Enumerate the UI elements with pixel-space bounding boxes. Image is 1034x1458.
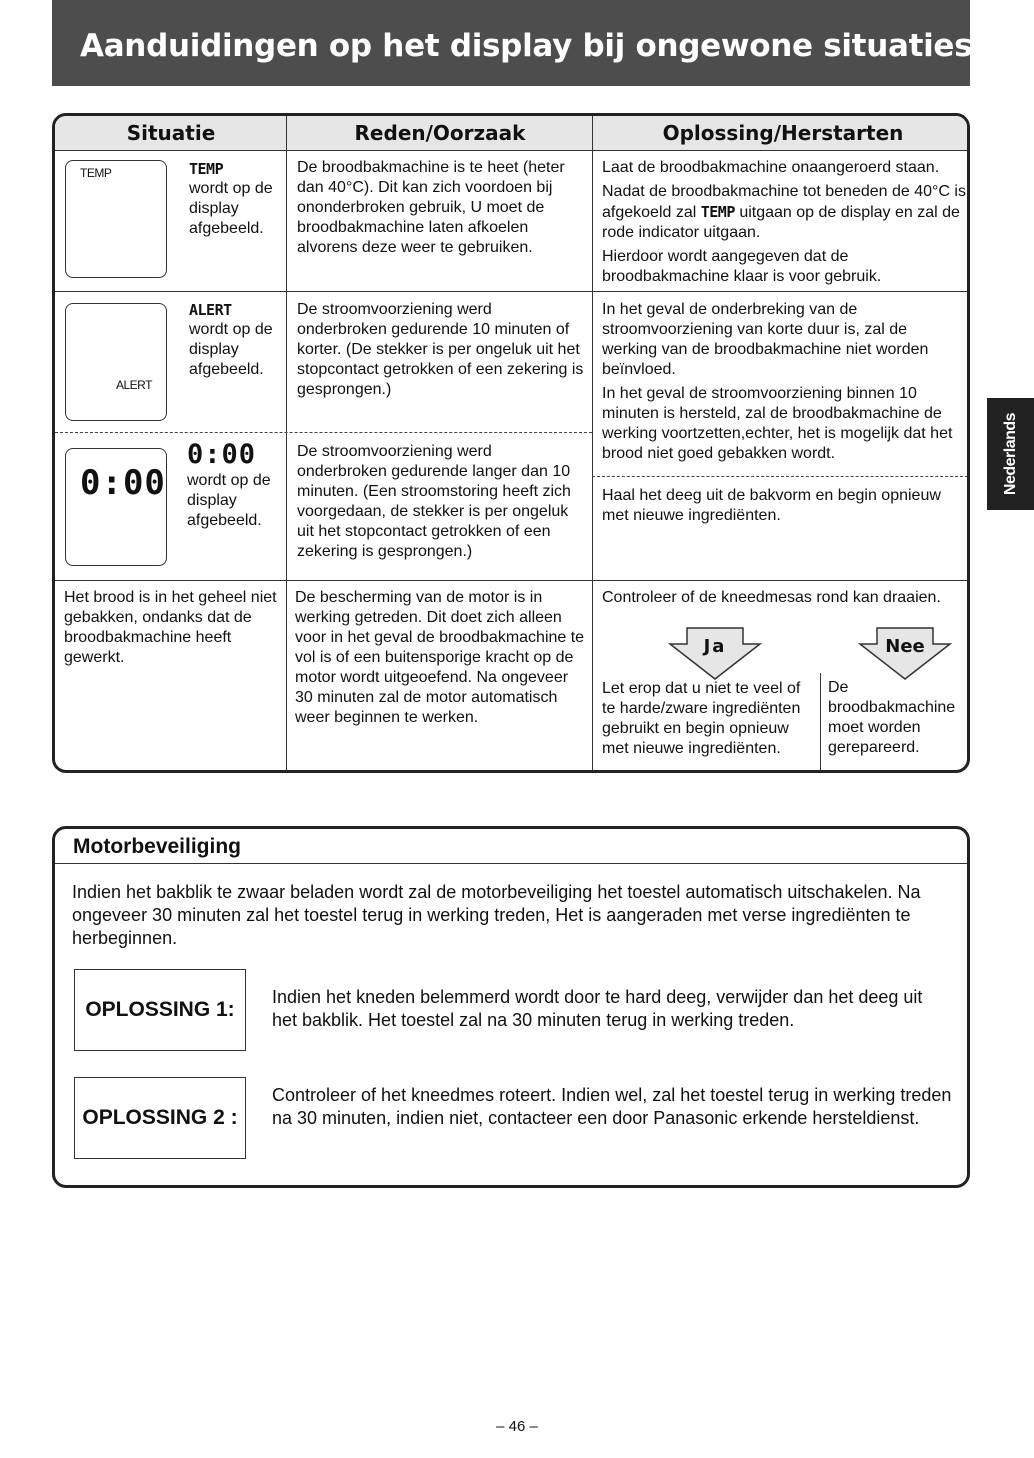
row2-situatie: [189, 300, 284, 380]
row4-question: Controleer of de kneedmesas rond kan draaien.: [602, 589, 941, 606]
nee-label: Nee: [885, 636, 925, 657]
row4-situatie: Het brood is in het geheel niet gebakken, ondanks dat de broodbakmachine heeft gewerkt.: [64, 589, 277, 666]
lcd-display-alert: [65, 303, 167, 421]
ja-label: Ja: [703, 636, 727, 657]
language-tab-label: Nederlands: [1001, 412, 1019, 496]
row4-ja-text: Let erop dat u niet te veel of te harde/zware ingrediënten gebruikt en begin opnieuw met nieuwe ingrediënten.: [602, 680, 801, 757]
row3-keyword: 0:00: [187, 439, 257, 470]
row-divider-2-dashed: [55, 432, 592, 433]
page-title: Aanduidingen op het display bij ongewone situaties: [52, 0, 970, 86]
motor-protection-box: [52, 826, 970, 1188]
row-divider-3: [55, 580, 970, 581]
row1-oplossing-p2b: uitgaan op de display en zal de rode indicator uitgaan.: [602, 204, 960, 241]
lcd-display-temp: [65, 160, 167, 278]
header-situatie: Situatie: [55, 116, 287, 150]
row4-reden: De bescherming van de motor is in werking getreden. Dit doet zich alleen voor in het geval de broodbakmachine te vol is of een buitensporige kracht op de motor wordt uitgeoefend. Na ongeveer 30 minuten zal de motor automatisch weer beginnen te werken.: [295, 589, 585, 726]
row1-oplossing-p1: Laat de broodbakmachine onaangeroerd staan.: [602, 159, 940, 176]
motor-intro: Indien het bakblik te zwaar beladen wordt zal de motorbeveiliging het toestel automatisch uitschakelen. Na ongeveer 30 minuten zal het toestel terug in werking treden, Het is aangeraden met verse ingrediënten te herbeginnen.: [72, 882, 921, 948]
lcd-clock-digits: 0:00: [80, 463, 166, 503]
column-divider-1: [286, 116, 287, 773]
ja-nee-divider: [820, 673, 821, 773]
row2-keyword: ALERT: [189, 301, 232, 319]
row1-oplossing-p2: [602, 182, 966, 243]
row3-situatie-text: wordt op de display afgebeeld.: [187, 472, 271, 529]
page-number: – 46 –: [496, 1418, 538, 1435]
lcd-display-clock: [65, 448, 167, 566]
row1-keyword: TEMP: [189, 160, 224, 178]
solution1-text: Indien het kneden belemmerd wordt door te hard deeg, verwijder dan het deeg uit het bakblik. Het toestel zal na 30 minuten terug in werking treden.: [272, 987, 923, 1030]
lcd-temp-label: TEMP: [80, 166, 112, 180]
situations-table: [52, 113, 970, 773]
row2-oplossing: [602, 300, 966, 468]
row-divider-1: [55, 291, 970, 292]
row1-situatie: [189, 159, 284, 239]
header-reden: Reden/Oorzaak: [287, 116, 593, 150]
header-oplossing: Oplossing/Herstarten: [593, 116, 970, 150]
solution2-label: OPLOSSING 2 :: [74, 1077, 246, 1159]
row3-oplossing: Haal het deeg uit de bakvorm en begin opnieuw met nieuwe ingrediënten.: [602, 487, 941, 524]
row1-oplossing-p3: Hierdoor wordt aangegeven dat de broodbakmachine klaar is voor gebruik.: [602, 248, 882, 285]
solution2-text: Controleer of het kneedmes roteert. Indien wel, zal het toestel terug in werking treden na 30 minuten, indien niet, contacteer een door Panasonic erkende hersteldienst.: [272, 1085, 952, 1128]
row1-oplossing-keyword: TEMP: [700, 203, 735, 221]
solution-divider-dashed: [592, 476, 970, 477]
lcd-alert-label: ALERT: [116, 378, 152, 392]
row4-nee-text: De broodbakmachine moet worden gerepareerd.: [828, 679, 956, 756]
solution1-label: OPLOSSING 1:: [74, 969, 246, 1051]
row2-reden: De stroomvoorziening werd onderbroken gedurende 10 minuten of korter. (De stekker is per ongeluk uit het stopcontact getrokken of een zekering is gesprongen.): [297, 301, 584, 398]
row3-reden: De stroomvoorziening werd onderbroken gedurende langer dan 10 minuten. (Een stroomstoring heeft zich voorgedaan, de stekker is per ongeluk uit het stopcontact getrokken of een zekering is gesprongen.): [297, 443, 571, 560]
language-tab: [987, 398, 1034, 510]
row1-reden: De broodbakmachine is te heet (heter dan 40°C). Dit kan zich voordoen bij ononderbroken gebruik, U moet de broodbakmachine laten afkoelen alvorens deze weer te gebruiken.: [297, 159, 565, 256]
row2-oplossing-p1: In het geval de onderbreking van de stroomvoorziening van korte duur is, zal de werking van de broodbakmachine niet worden beïnvloed.: [602, 301, 929, 378]
header-divider: [55, 150, 970, 151]
row3-situatie: [187, 439, 284, 531]
motor-title: Motorbeveiliging: [55, 829, 967, 864]
row1-oplossing: [602, 158, 966, 291]
row1-situatie-text: wordt op de display afgebeeld.: [189, 180, 273, 237]
column-divider-2: [592, 116, 593, 773]
row2-oplossing-p2: In het geval de stroomvoorziening binnen 10 minuten is hersteld, zal de broodbakmachine de werking voortzetten,echter, het is mogelijk dat het brood niet goed gebakken wordt.: [602, 385, 953, 462]
row1-oplossing-p2a: Nadat de broodbakmachine tot beneden de 40°C is afgekoeld zal: [602, 183, 966, 221]
row2-situatie-text: wordt op de display afgebeeld.: [189, 321, 273, 378]
